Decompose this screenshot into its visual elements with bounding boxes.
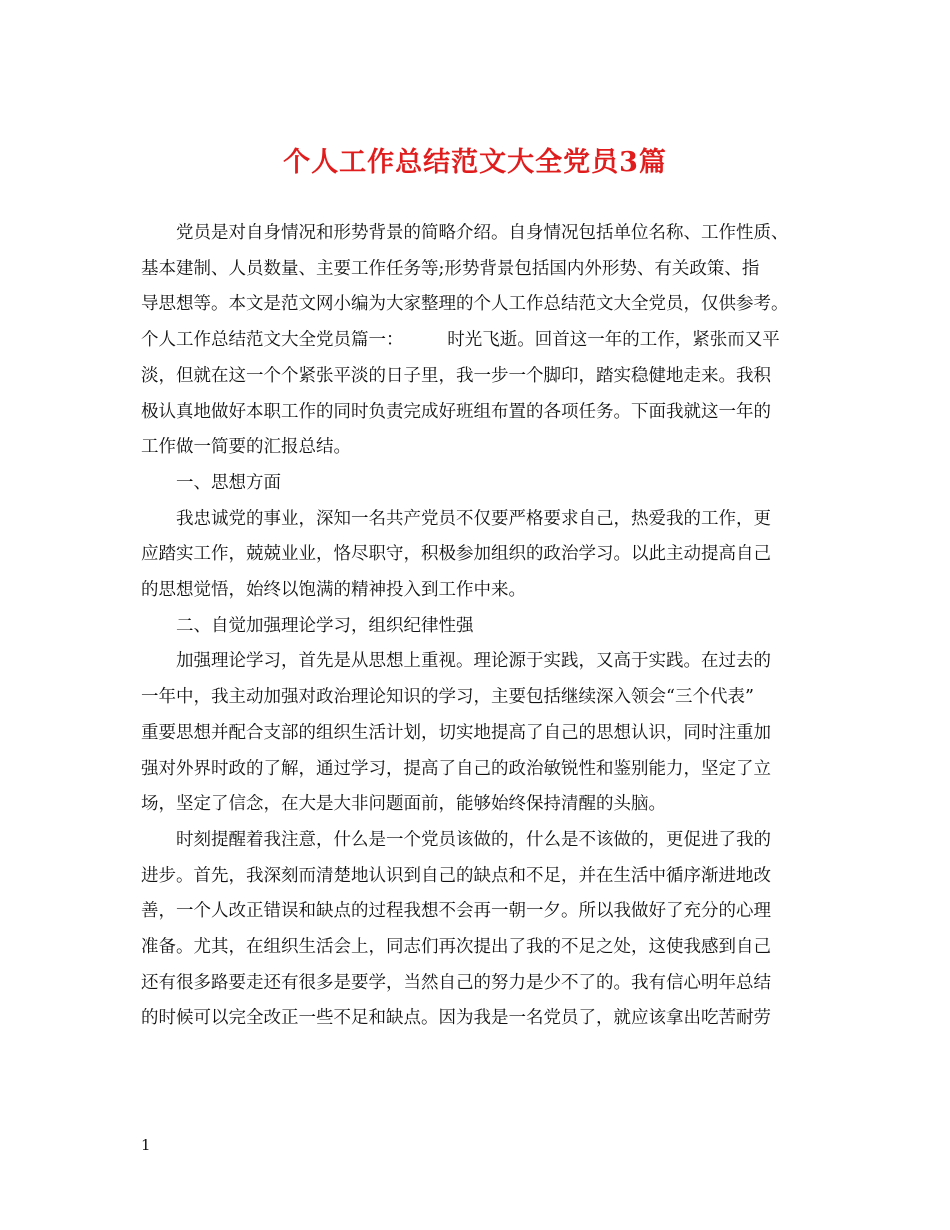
text-line: 场，坚定了信念，在大是大非问题面前，能够始终保持清醒的头脑。 [141, 794, 666, 815]
page-number: 1 [141, 1136, 151, 1154]
text-line: 我忠诚党的事业，深知一名共产党员不仅要严格要求自己，热爱我的工作，更 [141, 508, 771, 529]
text-line: 淡，但就在这一个个紧张平淡的日子里，我一步一个脚印，踏实稳健地走来。我积 [141, 365, 771, 386]
text-line: 重要思想并配合支部的组织生活计划，切实地提高了自己的思想认识，同时注重加 [141, 722, 771, 743]
text-line: 导思想等。本文是范文网小编为大家整理的个人工作总结范文大全党员，仅供参考。 [141, 294, 789, 315]
document-title: 个人工作总结范文大全党员3篇 [283, 147, 667, 178]
text-line: 个人工作总结范文大全党员篇一： 时光飞逝。回首这一年的工作，紧张而又平 [141, 330, 780, 351]
text-line: 一年中，我主动加强对政治理论知识的学习，主要包括继续深入领会“三个代表” [141, 687, 754, 708]
text-line: 党员是对自身情况和形势背景的简略介绍。自身情况包括单位名称、工作性质、 [141, 223, 789, 243]
text-line: 基本建制、人员数量、主要工作任务等;形势背景包括国内外形势、有关政策、指 [141, 258, 760, 279]
text-line: 加强理论学习，首先是从思想上重视。理论源于实践，又高于实践。在过去的 [141, 651, 771, 672]
text-line: 的思想觉悟，始终以饱满的精神投入到工作中来。 [141, 580, 526, 600]
text-line: 二、自觉加强理论学习，组织纪律性强 [141, 615, 474, 636]
text-line: 准备。尤其，在组织生活会上，同志们再次提出了我的不足之处，这使我感到自己 [141, 937, 771, 957]
text-line: 极认真地做好本职工作的同时负责完成好班组布置的各项任务。下面我就这一年的 [141, 401, 771, 422]
text-line: 时刻提醒着我注意，什么是一个党员该做的，什么是不该做的，更促进了我的 [141, 829, 771, 850]
text-line: 应踏实工作，兢兢业业，恪尽职守，积极参加组织的政治学习。以此主动提高自己 [141, 544, 771, 565]
text-line: 强对外界时政的了解，通过学习，提高了自己的政治敏锐性和鉴别能力，坚定了立 [141, 758, 771, 779]
text-line: 工作做一简要的汇报总结。 [141, 437, 351, 458]
text-line: 进步。首先，我深刻而清楚地认识到自己的缺点和不足，并在生活中循序渐进地改 [141, 865, 771, 886]
text-line: 一、思想方面 [141, 472, 281, 493]
text-line: 还有很多路要走还有很多是要学，当然自己的努力是少不了的。我有信心明年总结 [141, 972, 771, 993]
text-line: 善，一个人改正错误和缺点的过程我想不会再一朝一夕。所以我做好了充分的心理 [141, 901, 771, 922]
text-line: 的时候可以完全改正一些不足和缺点。因为我是一名党员了，就应该拿出吃苦耐劳 [141, 1008, 771, 1029]
